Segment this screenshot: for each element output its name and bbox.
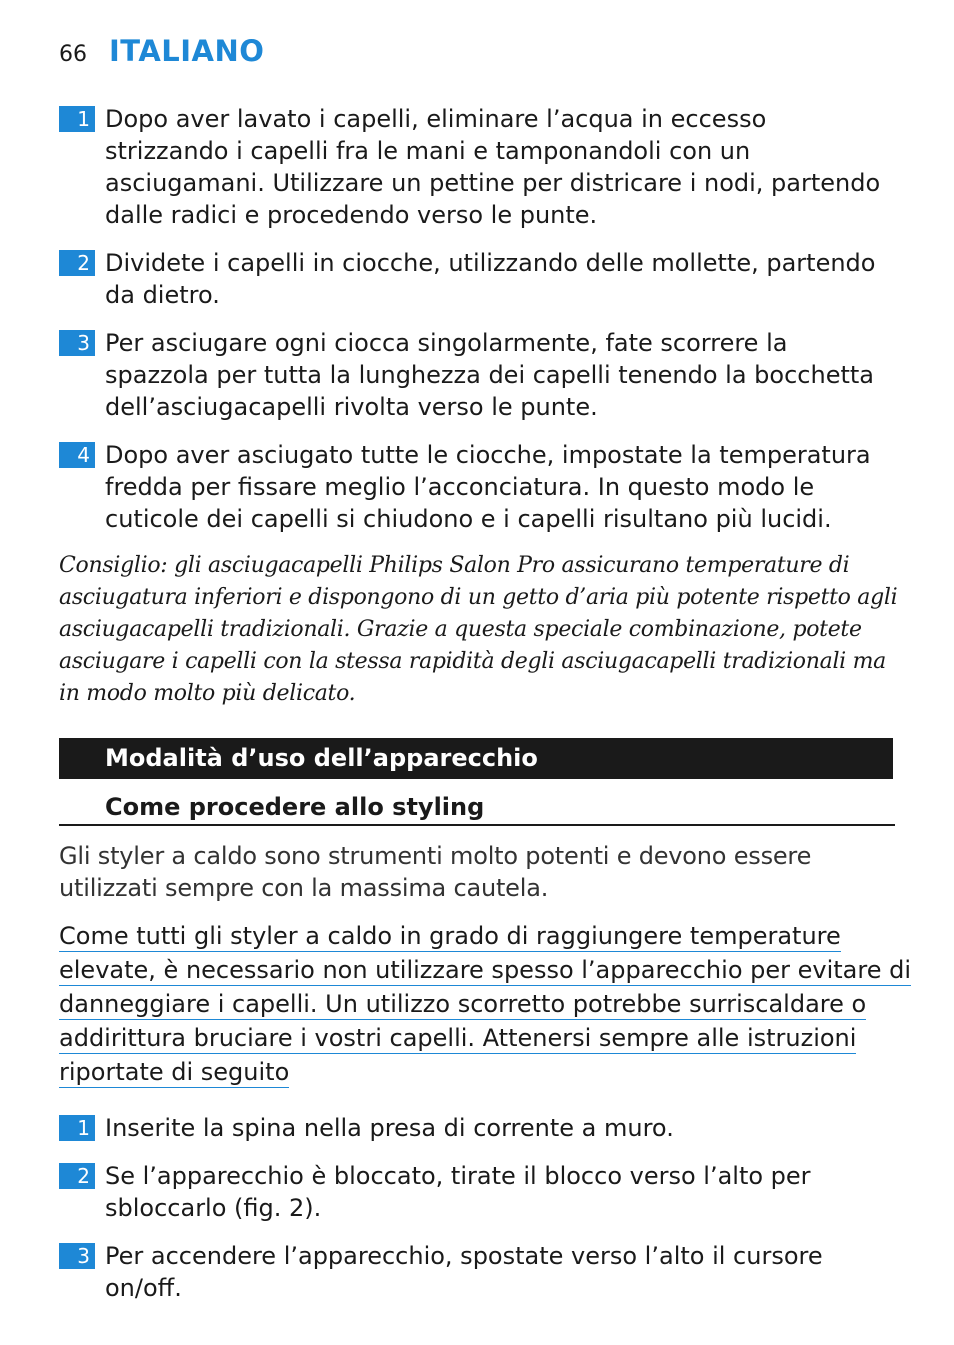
list-item <box>59 1160 899 1224</box>
list-item <box>59 1240 899 1304</box>
language-title: ITALIANO <box>109 34 265 68</box>
warning-line: danneggiare i capelli. Un utilizzo scorretto potrebbe surriscaldare o <box>59 990 867 1018</box>
warning-line: riportate di seguito <box>59 1058 290 1086</box>
warning-line: addirittura bruciare i vostri capelli. Attenersi sempre alle istruzioni <box>59 1024 857 1052</box>
list-item <box>59 103 899 231</box>
step-text: Dopo aver lavato i capelli, eliminare l’acqua in eccesso strizzando i capelli fra le mani e tamponandoli con un asciugamani. Utilizzare un pettine per districare i nodi, partendo dalle radici e procedendo verso le punte. <box>105 105 881 229</box>
step-text: Dopo aver asciugato tutte le ciocche, impostate la temperatura fredda per fissare meglio l’acconciatura. In questo modo le cuticole dei capelli si chiudono e i capelli risultano più lucidi. <box>105 441 871 533</box>
section-heading: Modalità d’uso dell’apparecchio <box>59 738 893 779</box>
step-text: Inserite la spina nella presa di corrente a muro. <box>105 1114 674 1142</box>
warning-paragraph <box>59 920 912 1090</box>
drying-steps-list <box>59 103 899 551</box>
page-number: 66 <box>59 42 87 67</box>
step-number-badge: 2 <box>59 250 95 276</box>
step-text: Se l’apparecchio è bloccato, tirate il blocco verso l’alto per sbloccarlo (fig. 2). <box>105 1162 811 1222</box>
step-text: Dividete i capelli in ciocche, utilizzando delle mollette, partendo da dietro. <box>105 249 876 309</box>
warning-line: elevate, è necessario non utilizzare spesso l’apparecchio per evitare di <box>59 956 912 984</box>
list-item <box>59 1112 899 1144</box>
step-text: Per asciugare ogni ciocca singolarmente, fate scorrere la spazzola per tutta la lunghezza dei capelli tenendo la bocchetta dell’asciugacapelli rivolta verso le punte. <box>105 329 874 421</box>
step-number-badge: 3 <box>59 1243 95 1269</box>
step-number-badge: 2 <box>59 1163 95 1189</box>
step-number-badge: 3 <box>59 330 95 356</box>
subsection-heading: Come procedere allo styling <box>59 788 895 826</box>
list-item <box>59 439 899 535</box>
page-header <box>59 34 264 74</box>
list-item <box>59 247 899 311</box>
tip-paragraph: Consiglio: gli asciugacapelli Philips Salon Pro assicurano temperature di asciugatura inferiori e dispongono di un getto d’aria più potente rispetto agli asciugacapelli tradizionali. Grazie a questa speciale combinazione, potete asciugare i capelli con la stessa rapidità degli asciugacapelli tradizionali ma in modo molto più delicato. <box>59 553 898 706</box>
step-text: Per accendere l’apparecchio, spostate verso l’alto il cursore on/off. <box>105 1242 823 1302</box>
step-number-badge: 1 <box>59 106 95 132</box>
step-number-badge: 1 <box>59 1115 95 1141</box>
styling-steps-list <box>59 1112 899 1320</box>
step-number-badge: 4 <box>59 442 95 468</box>
list-item <box>59 327 899 423</box>
intro-paragraph: Gli styler a caldo sono strumenti molto potenti e devono essere utilizzati sempre con la massima cautela. <box>59 842 812 902</box>
warning-line: Come tutti gli styler a caldo in grado di raggiungere temperature <box>59 922 841 950</box>
